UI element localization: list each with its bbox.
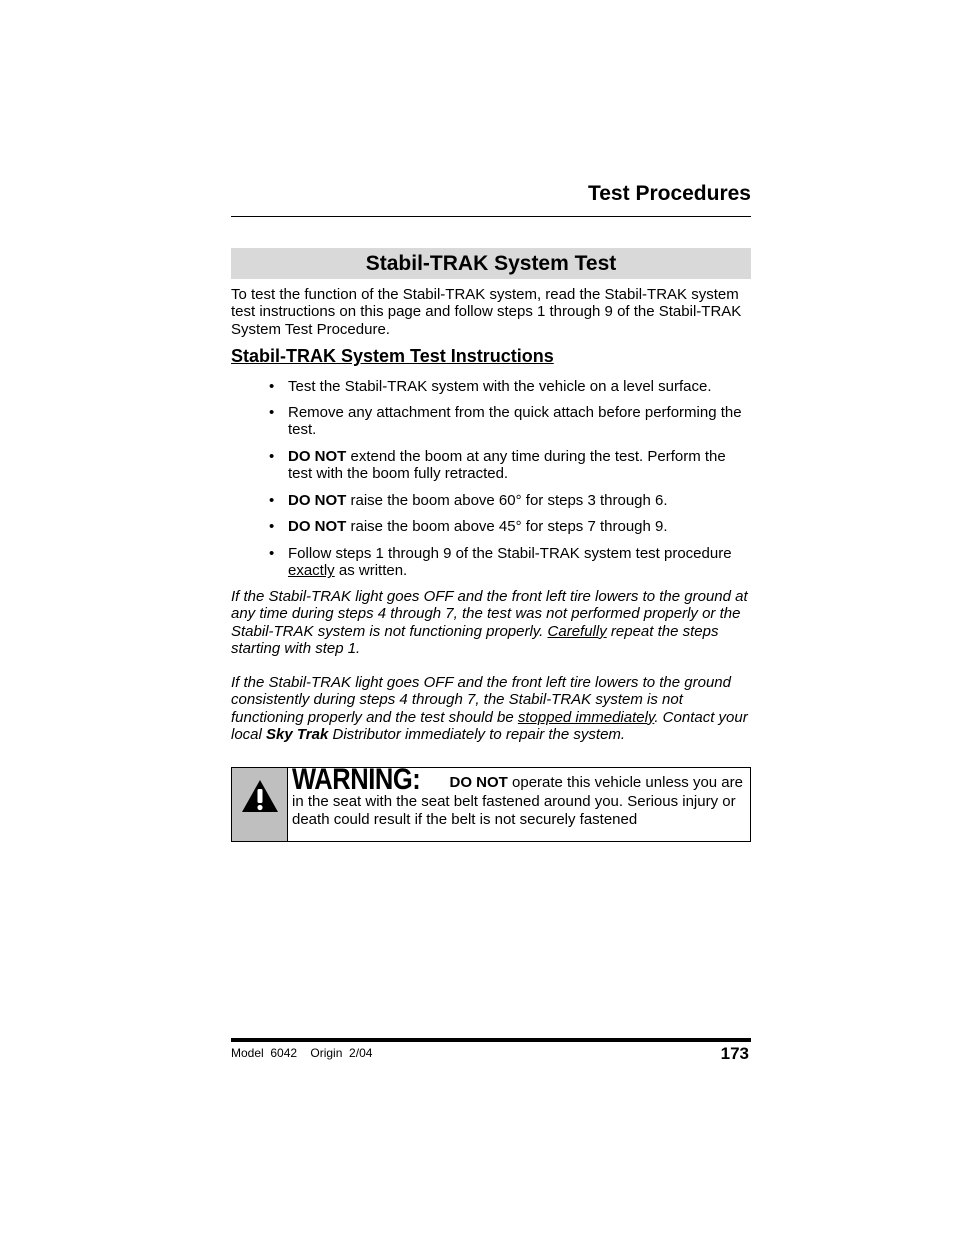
note-underline: Carefully xyxy=(547,622,607,640)
warning-body: operate this vehicle unless you are in the seat with the seat belt fastened around you. Serious injury or death could result if the belt is not securely fastened xyxy=(292,774,743,828)
note-text: . Contact your local xyxy=(231,708,748,744)
list-item xyxy=(231,545,751,580)
list-item-text: raise the boom above 60° for steps 3 through 6. xyxy=(346,492,668,509)
warning-label: WARNING: xyxy=(292,763,421,796)
warning-box xyxy=(231,763,751,842)
list-item-text: Test the Stabil-TRAK system with the vehicle on a level surface. xyxy=(288,378,712,395)
warning-emphasis: DO NOT xyxy=(449,774,508,791)
note-underline: stopped immediately xyxy=(517,708,655,726)
footer-model-info: Model 6042 Origin 2/04 xyxy=(231,1046,373,1060)
list-item-text-tail: as written. xyxy=(334,562,408,580)
list-item xyxy=(231,378,751,395)
note-brand: Sky Trak xyxy=(266,726,329,744)
instructions-heading: Stabil-TRAK System Test Instructions xyxy=(231,346,554,366)
list-item-text: raise the boom above 45° for steps 7 through 9. xyxy=(346,518,668,535)
list-item-underline: exactly xyxy=(288,562,335,580)
list-item xyxy=(231,448,751,483)
list-item-text: Remove any attachment from the quick attach before performing the test. xyxy=(288,404,742,439)
list-item xyxy=(231,518,751,535)
note-text: If the Stabil-TRAK light goes OFF and the front left tire lowers to the ground consistently during steps 4 through 7, the Stabil-TRAK system is not functioning properly and the test should be xyxy=(231,674,731,726)
page-number: 173 xyxy=(720,1044,749,1063)
note-text: repeat the steps starting with step 1. xyxy=(231,622,719,658)
intro-paragraph: To test the function of the Stabil-TRAK system, read the Stabil-TRAK system test instructions on this page and follow steps 1 through 9 of the Stabil-TRAK System Test Procedure. xyxy=(231,286,742,338)
footer-divider xyxy=(231,1038,751,1042)
note-paragraph-1 xyxy=(231,588,751,658)
list-item-text: extend the boom at any time during the test. Perform the test with the boom fully retracted. xyxy=(288,448,726,483)
list-item-emphasis: DO NOT xyxy=(288,492,347,509)
list-item-emphasis: DO NOT xyxy=(288,448,347,465)
note-text: Distributor immediately to repair the system. xyxy=(328,726,626,744)
list-item-emphasis: DO NOT xyxy=(288,518,347,535)
section-title: Test Procedures xyxy=(587,182,751,205)
title-divider xyxy=(231,216,751,217)
warning-exclamation-icon xyxy=(240,778,280,814)
list-item-text: Follow steps 1 through 9 of the Stabil-TRAK system test procedure xyxy=(288,545,732,562)
note-paragraph-2 xyxy=(231,674,751,744)
banner-title: Stabil-TRAK System Test xyxy=(231,248,751,279)
note-text: If the Stabil-TRAK light goes OFF and the front left tire lowers to the ground at any time during steps 4 through 7, the test was not performed properly or the Stabil-TRAK system is not functioning properly. xyxy=(231,588,748,640)
warning-text xyxy=(292,763,744,830)
warning-icon-cell xyxy=(232,768,288,841)
list-item xyxy=(231,492,751,509)
list-item xyxy=(231,404,751,439)
